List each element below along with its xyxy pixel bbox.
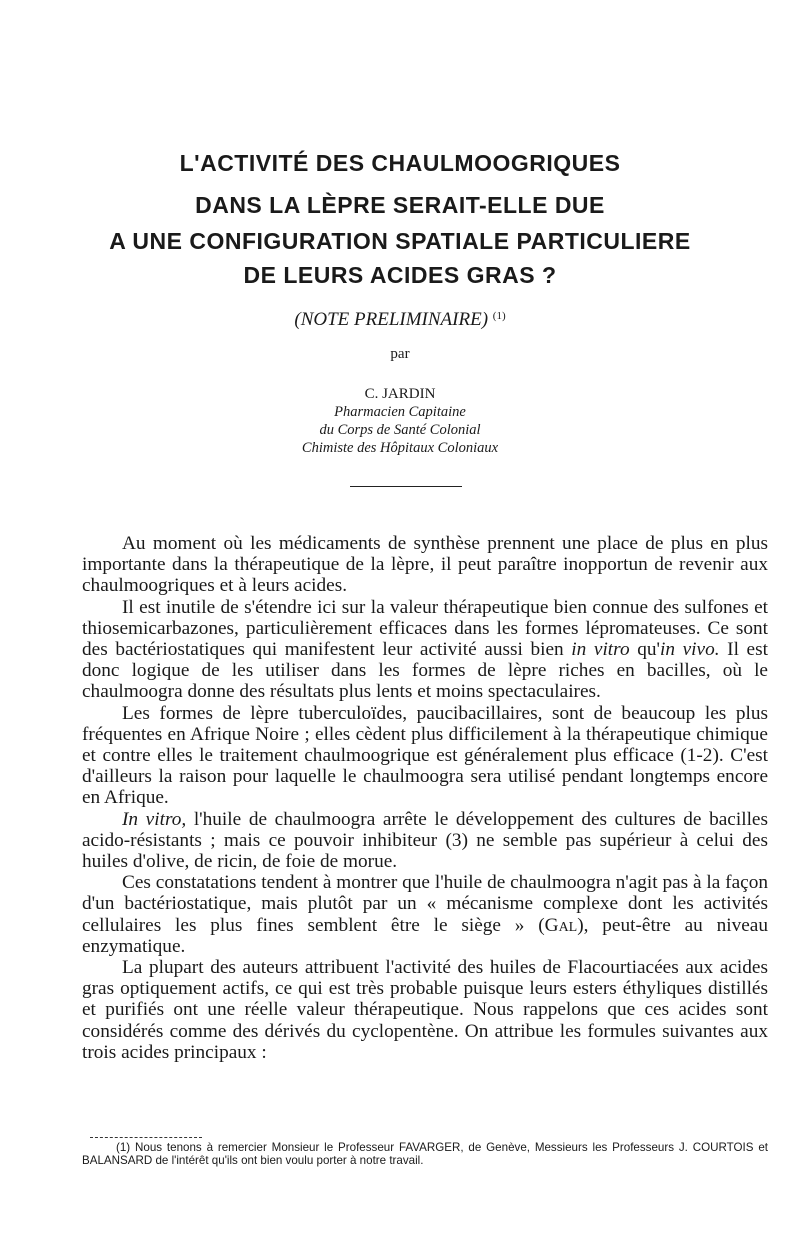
paragraph-4 [82, 809, 768, 873]
paragraph-3: Les formes de lèpre tuberculoïdes, paucibacillaires, sont de beaucoup les plus fréquentes en Afrique Noire ; elles cèdent plus difficilement à la thérapeutique chimique et contre elles le traitement chaulmoogrique est généralement plus efficace (1-2). C'est d'ailleurs la raison pour laquelle le chaulmoogra sera utilisé pendant longtemps encore en Afrique. [82, 702, 768, 809]
paragraph-2 [82, 597, 768, 703]
paragraph-6: La plupart des auteurs attribuent l'activité des huiles de Flacourtiacées aux acides gras optiquement actifs, ce qui est très probable puisque leurs esters éthyliques distillés et purifiés ont une réelle valeur thérapeutique. Nous rappelons que ces acides sont considérés comme des dérivés du cyclopentène. On attribue les formules suivantes aux trois acides principaux : [82, 957, 768, 1063]
footnote: (1) Nous tenons à remercier Monsieur le Professeur FAVARGER, de Genève, Messieurs les Professeurs J. COURTOIS et BALANSARD de l'intérêt qu'ils ont bien voulu porter à notre travail. [82, 1141, 768, 1167]
par-label: par [390, 346, 410, 362]
p2-text-c: Il est donc logique de les utiliser dans les formes de lèpre riches en bacilles, où le chaulmoogra donne des résultats plus lents et moins spectaculaires. [82, 639, 768, 703]
p4-in-vitro: In vitro, [122, 808, 187, 830]
subtitle-footnote-ref: (1) [492, 310, 506, 322]
p5-author-gal: Gal [544, 914, 578, 936]
paragraph-5 [82, 872, 768, 957]
p2-text-a: Il est inutile de s'étendre ici sur la valeur thérapeutique bien connue des sulfones et thiosemicarbazones, particulièrement efficaces dans les formes lépromateuses. Ce sont des bactériostatiques qui manifestent leur activité aussi bien [82, 596, 768, 661]
affiliation-line-1: Pharmacien Capitaine [334, 404, 466, 420]
p5-text-a: Ces constatations tendent à montrer que l'huile de chaulmoogra n'agit pas à la façon d'un bactériostatique, mais plutôt par un « mécanisme complexe dont les activités cellulaires les plus fines semblent être le siège » ( [82, 872, 768, 936]
article-body [82, 533, 768, 1063]
affiliation-line-2: du Corps de Santé Colonial [319, 422, 481, 438]
title-line-2: DANS LA LÈPRE SERAIT-ELLE DUE [195, 192, 605, 218]
title-line-3: A UNE CONFIGURATION SPATIALE PARTICULIERE [109, 228, 691, 254]
p4-text: l'huile de chaulmoogra arrête le développement des cultures de bacilles acido-résistants ; mais ce pouvoir inhibiteur (3) ne semble pas supérieur à celui des huiles d'olive, de ricin, de foie de morue. [82, 808, 768, 873]
title-line-4: DE LEURS ACIDES GRAS ? [243, 262, 557, 288]
affiliation-line-3: Chimiste des Hôpitaux Coloniaux [301, 440, 499, 456]
paragraph-1: Au moment où les médicaments de synthèse prennent une place de plus en plus importante dans la thérapeutique de la lèpre, il peut paraître inopportun de revenir aux chaulmoogriques et à leurs acides. [82, 533, 768, 597]
subtitle [0, 309, 800, 331]
author-name: C. JARDIN [364, 386, 436, 402]
p2-in-vitro: in vitro [571, 639, 630, 661]
p2-in-vivo: in vivo. [659, 639, 720, 661]
p5-text-b: ), peut-être au niveau enzymatique. [82, 914, 769, 957]
p2-text-b: qu' [629, 639, 660, 661]
subtitle-text: (NOTE PRELIMINAIRE) [294, 309, 489, 330]
title-line-1: L'ACTIVITÉ DES CHAULMOOGRIQUES [179, 150, 621, 176]
section-divider [350, 486, 462, 487]
footnote-divider [90, 1137, 202, 1138]
